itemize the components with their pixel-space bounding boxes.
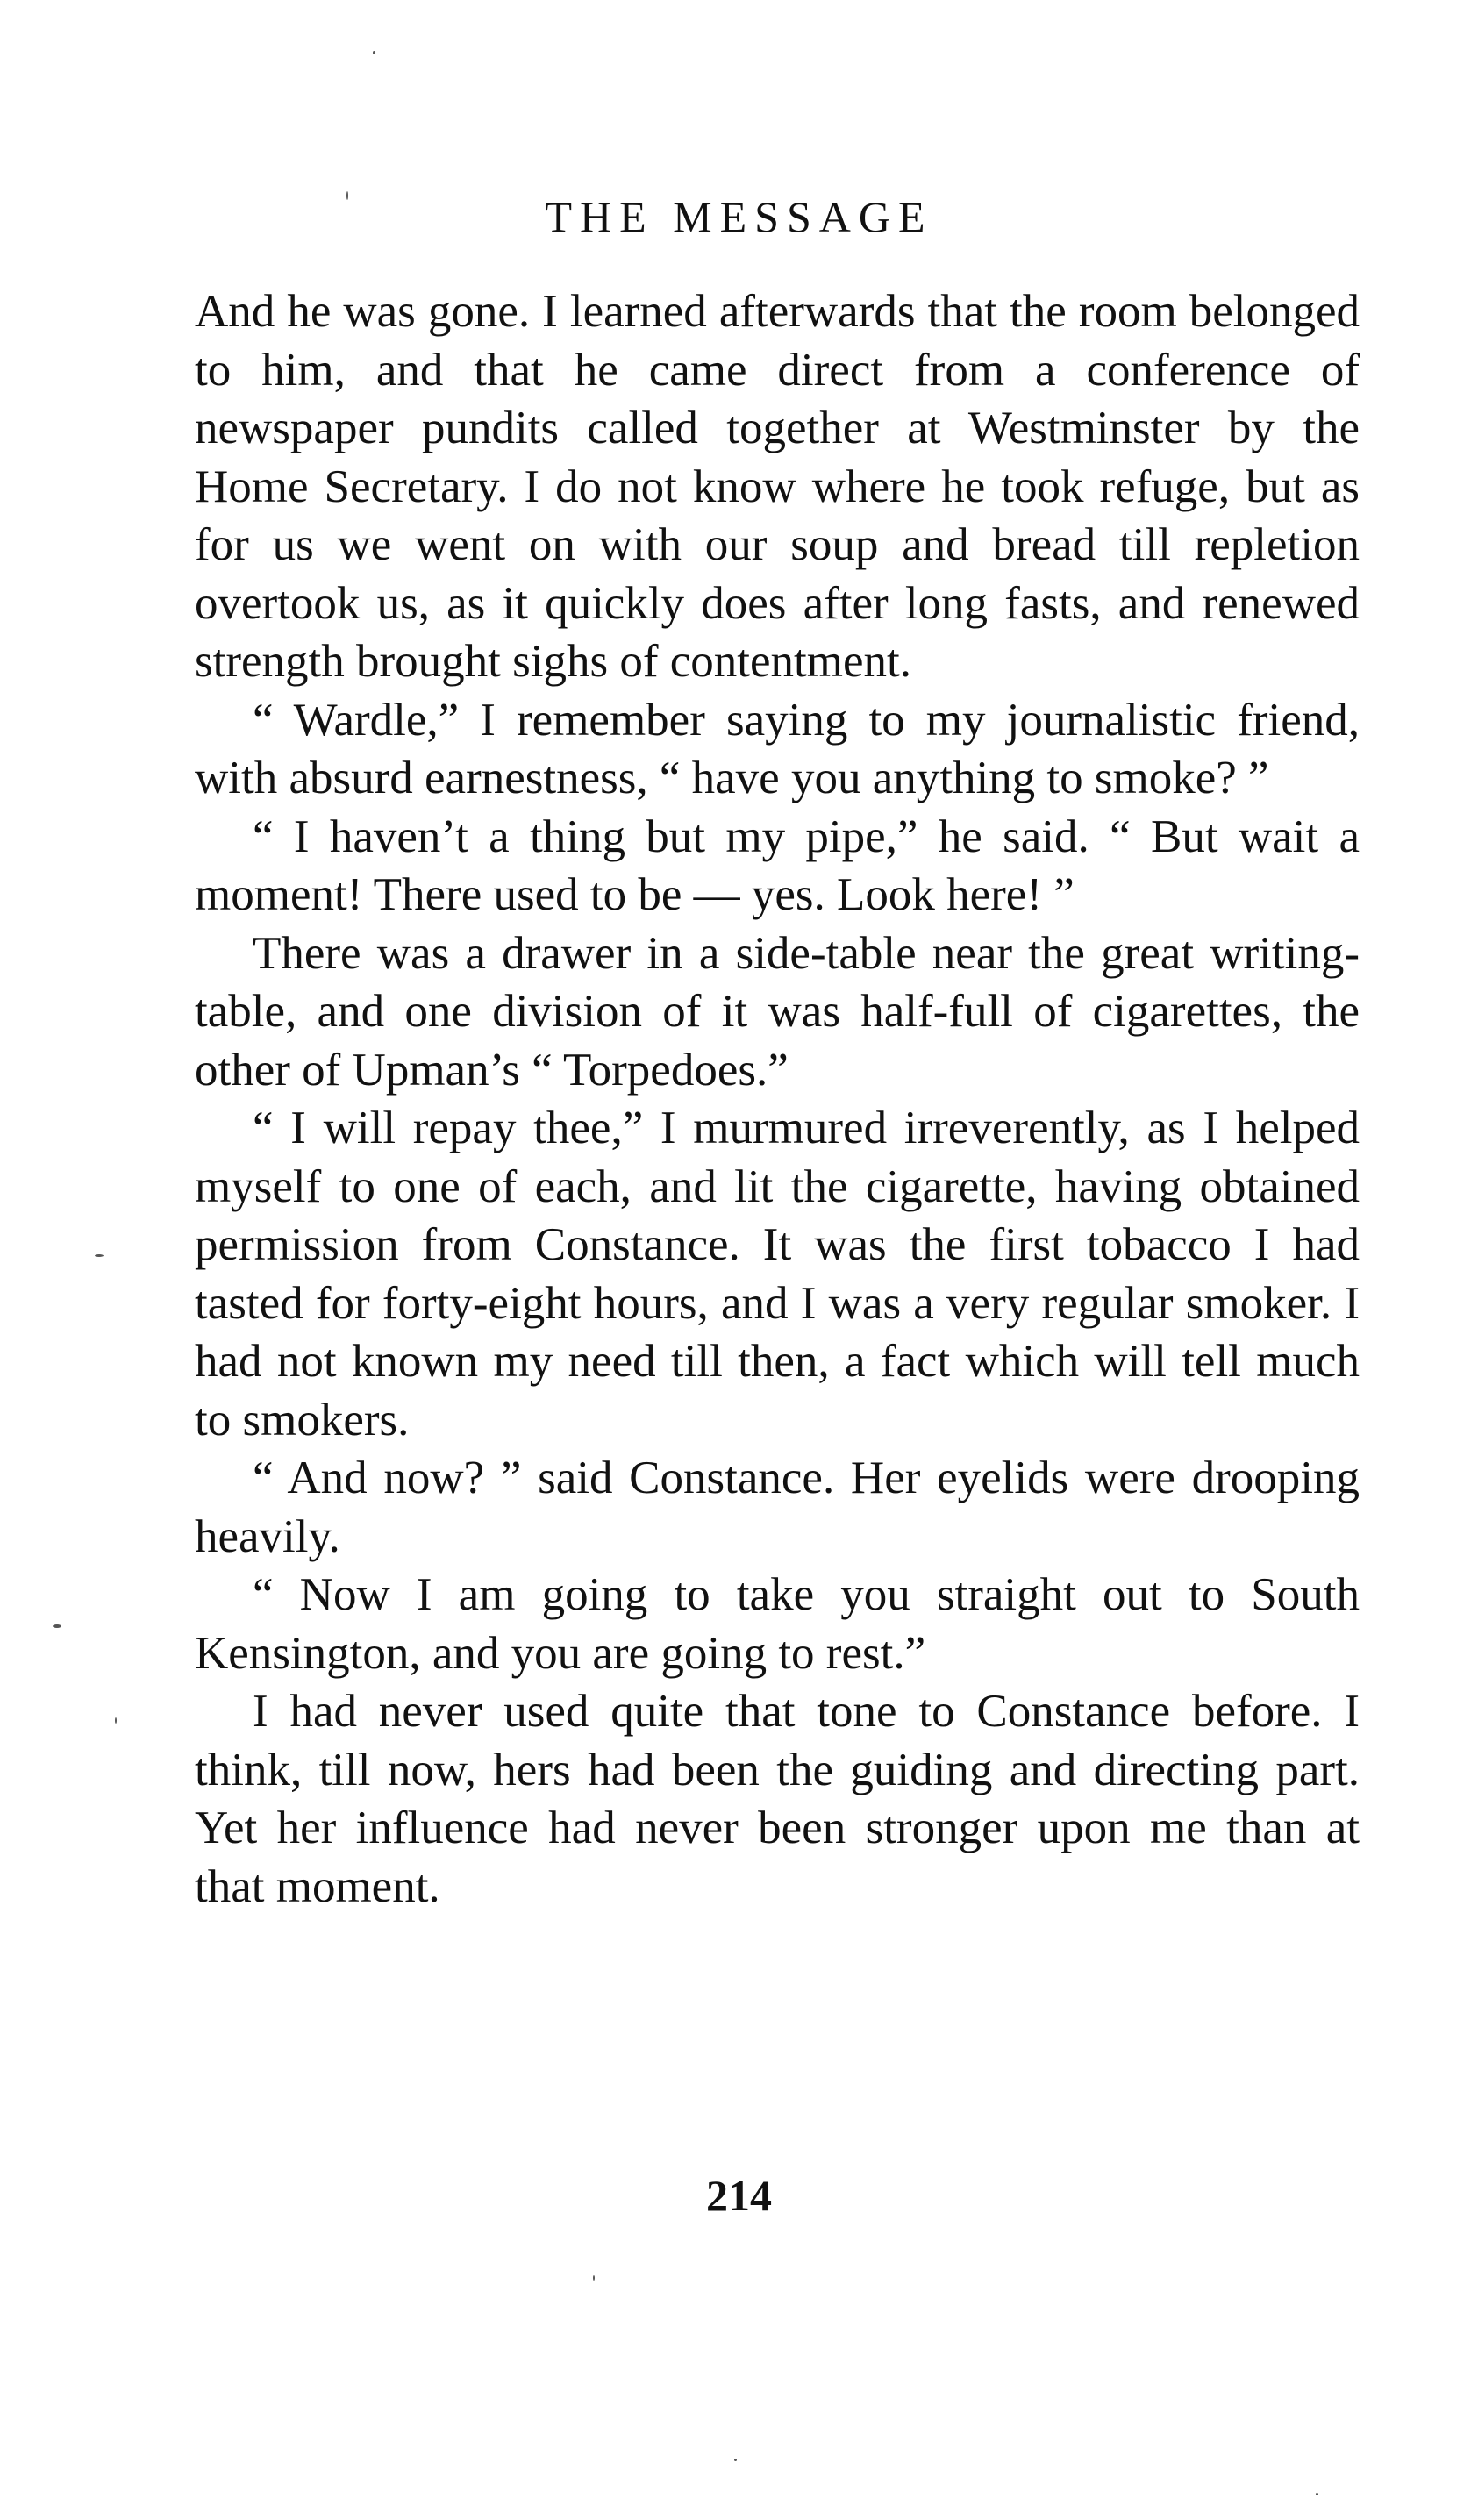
- body-text: [195, 282, 1360, 1916]
- scan-speck: [115, 1717, 117, 1724]
- page-number: 214: [706, 2171, 772, 2220]
- scan-speck: [734, 2459, 737, 2461]
- paragraph-2: “ Wardle,” I remember saying to my journalistic friend, with absurd earnestness, “ have you anything to smoke? ”: [195, 694, 1360, 803]
- scan-speck: [1316, 2493, 1318, 2495]
- scan-speck: [53, 1624, 61, 1628]
- paragraph-8: I had never used quite that tone to Constance before. I think, till now, hers had been the guiding and directing part. Yet her influence had never been stronger upon me than at that moment.: [195, 1686, 1360, 1912]
- paragraph-1: And he was gone. I learned afterwards that the room belonged to him, and that he came direct from a conference of newspaper pundits called together at Westminster by the Home Secretary. I do not know where he took refuge, but as for us we went on with our soup and bread till repletion overtook us, as it quickly does after long fasts, and renewed strength brought sighs of contentment.: [195, 286, 1360, 687]
- running-head: THE MESSAGE: [545, 192, 933, 241]
- scan-speck: [373, 51, 375, 54]
- scan-speck: [346, 191, 348, 200]
- scan-speck: [95, 1254, 104, 1257]
- paragraph-3: “ I haven’t a thing but my pipe,” he said. “ But wait a moment! There used to be — yes. Look here! ”: [195, 810, 1360, 920]
- paragraph-7: “ Now I am going to take you straight out to South Kensington, and you are going to rest.”: [195, 1569, 1360, 1679]
- paragraph-6: “ And now? ” said Constance. Her eyelids were drooping heavily.: [195, 1453, 1360, 1562]
- paragraph-4: There was a drawer in a side-table near the great writing-table, and one division of it was half-full of cigarettes, the other of Upman’s “ Torpedoes.”: [195, 927, 1360, 1096]
- scan-speck: [593, 2275, 595, 2281]
- paragraph-5: “ I will repay thee,” I murmured irreverently, as I helped myself to one of each, and lit the cigarette, having obtained permission from Constance. It was the first tobacco I had tasted for forty-eight hours, and I was a very regular smoker. I had not known my need till then, a fact which will tell much to smokers.: [195, 1103, 1360, 1446]
